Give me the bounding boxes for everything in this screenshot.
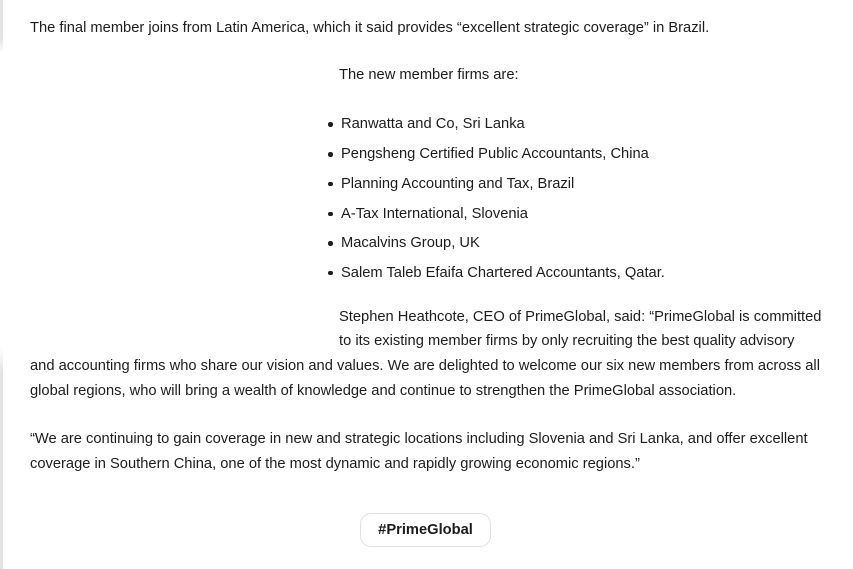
paragraph-final-member: The final member joins from Latin America, which it said provides “excellent strategic coverage” in Brazil. <box>30 20 710 36</box>
member-firm-item: Planning Accounting and Tax, Brazil <box>328 172 821 197</box>
closing-quote-paragraph <box>30 427 821 476</box>
member-firm-item: Salem Taleb Efaifa Chartered Accountants, Qatar. <box>328 261 821 286</box>
member-firm-item: Pengsheng Certified Public Accountants, China <box>328 142 821 167</box>
member-firm-item: Macalvins Group, UK <box>328 231 821 256</box>
left-edge-artifact-top <box>0 0 3 53</box>
member-firm-item: A-Tax International, Slovenia <box>328 202 821 227</box>
ceo-quote-paragraph <box>30 305 821 404</box>
hashtag-row <box>30 513 821 547</box>
ceo-quote-line: and accounting firms who share our vision and values. We are delighted to welcome our six new members from across all <box>30 358 820 375</box>
ceo-quote-line: to its existing member firms by only recruiting the best quality advisory <box>339 333 795 350</box>
member-firms-list <box>328 112 821 285</box>
member-firm-item: Ranwatta and Co, Sri Lanka <box>328 112 821 137</box>
ceo-quote-line: global regions, who will bring a wealth of knowledge and continue to strengthen the PrimeGlobal association. <box>30 382 737 399</box>
list-intro-line: The new member firms are: <box>339 66 519 83</box>
closing-quote-line: “We are continuing to gain coverage in new and strategic locations including Slovenia and Sri Lanka, and offer excellent <box>30 431 808 448</box>
closing-quote-line: coverage in Southern China, one of the most dynamic and rapidly growing economic regions.” <box>30 456 640 473</box>
left-edge-artifact-bottom <box>0 347 3 569</box>
hashtag-primeglobal-button[interactable]: #PrimeGlobal <box>360 513 491 547</box>
ceo-quote-line: Stephen Heathcote, CEO of PrimeGlobal, said: “PrimeGlobal is committed <box>339 308 822 325</box>
